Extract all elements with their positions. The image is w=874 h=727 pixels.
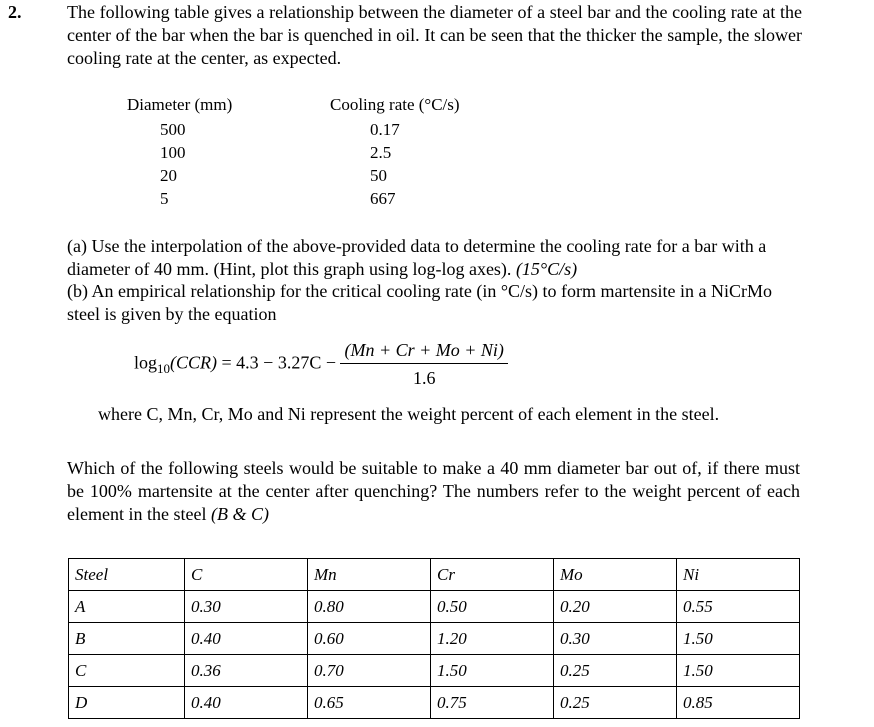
steel-composition-table bbox=[68, 558, 800, 719]
diameter-cell: 5 bbox=[160, 189, 169, 208]
table-cell: 0.40 bbox=[185, 623, 308, 655]
eq-rhs: = 4.3 − 3.27C − bbox=[221, 352, 336, 373]
cooling-rate-cell: 667 bbox=[370, 189, 396, 208]
question-intro: The following table gives a relationship between the diameter of a steel bar and the cooling rate at the center of the bar when the bar is quenched in oil. It can be seen that the thicker the sample, the slower cooling rate at the center, as expected. bbox=[67, 2, 802, 68]
table-cell: C bbox=[69, 655, 185, 687]
part-a bbox=[67, 235, 807, 281]
table-row bbox=[69, 655, 800, 687]
table-cell: 0.20 bbox=[554, 591, 677, 623]
which-answer: (B & C) bbox=[210, 504, 269, 524]
table-row bbox=[69, 591, 800, 623]
part-a-text: (a) Use the interpolation of the above-provided data to determine the cooling rate for a bar with a diameter of 40 mm. (Hint, plot this graph using log-log axes). bbox=[67, 236, 767, 279]
table-cell: 0.30 bbox=[185, 591, 308, 623]
which-question bbox=[67, 457, 800, 526]
table-cell: 0.80 bbox=[308, 591, 431, 623]
table-cell: 0.70 bbox=[308, 655, 431, 687]
table-cell: 1.50 bbox=[431, 655, 554, 687]
table-cell: 0.25 bbox=[554, 655, 677, 687]
table-cell: A bbox=[69, 591, 185, 623]
eq-log-base: 10 bbox=[157, 361, 171, 377]
table-row bbox=[69, 623, 800, 655]
diameter-cell: 20 bbox=[160, 166, 177, 185]
eq-log: log bbox=[134, 352, 158, 373]
table-cell: 1.50 bbox=[677, 623, 800, 655]
cooling-rate-cell: 50 bbox=[370, 166, 387, 185]
header-cell: C bbox=[185, 559, 308, 591]
table-cell: 0.75 bbox=[431, 687, 554, 719]
table-header-row bbox=[69, 559, 800, 591]
table-cell: 0.30 bbox=[554, 623, 677, 655]
diameter-cell: 100 bbox=[160, 143, 186, 162]
table-cell: 0.36 bbox=[185, 655, 308, 687]
diameter-header: Diameter (mm) bbox=[127, 95, 233, 114]
ccr-equation bbox=[134, 340, 508, 396]
question-number: 2. bbox=[8, 2, 22, 22]
header-cell: Ni bbox=[677, 559, 800, 591]
header-cell: Cr bbox=[431, 559, 554, 591]
part-b bbox=[67, 280, 807, 326]
table-cell: 0.25 bbox=[554, 687, 677, 719]
table-row bbox=[69, 687, 800, 719]
which-text: Which of the following steels would be suitable to make a 40 mm diameter bar out of, if there must be 100% martensite at the center after quenching? The numbers refer to the weight percent of each element in the steel bbox=[67, 458, 800, 524]
header-cell: Mo bbox=[554, 559, 677, 591]
header-cell: Mn bbox=[308, 559, 431, 591]
eq-numerator: (Mn + Cr + Mo + Ni) bbox=[340, 340, 507, 364]
where-text: where C, Mn, Cr, Mo and Ni represent the weight percent of each element in the steel. bbox=[98, 404, 720, 424]
table-cell: 0.85 bbox=[677, 687, 800, 719]
table-cell: 1.20 bbox=[431, 623, 554, 655]
part-b-text: (b) An empirical relationship for the critical cooling rate (in °C/s) to form martensite in a NiCrMo steel is given by the equation bbox=[67, 281, 773, 324]
diameter-cell: 500 bbox=[160, 120, 186, 139]
cooling-rate-cell: 2.5 bbox=[370, 143, 392, 162]
table-cell: 0.55 bbox=[677, 591, 800, 623]
table-cell: 0.50 bbox=[431, 591, 554, 623]
eq-fraction bbox=[340, 340, 507, 389]
cooling-rate-header: Cooling rate (°C/s) bbox=[330, 95, 460, 114]
table-cell: 0.60 bbox=[308, 623, 431, 655]
table-cell: 0.65 bbox=[308, 687, 431, 719]
eq-arg: (CCR) bbox=[170, 352, 218, 373]
part-a-answer: (15°C/s) bbox=[515, 259, 578, 279]
table-cell: D bbox=[69, 687, 185, 719]
cooling-rate-cell: 0.17 bbox=[370, 120, 400, 139]
header-cell: Steel bbox=[69, 559, 185, 591]
table-cell: 1.50 bbox=[677, 655, 800, 687]
eq-denominator: 1.6 bbox=[412, 368, 436, 388]
table-cell: B bbox=[69, 623, 185, 655]
table-cell: 0.40 bbox=[185, 687, 308, 719]
